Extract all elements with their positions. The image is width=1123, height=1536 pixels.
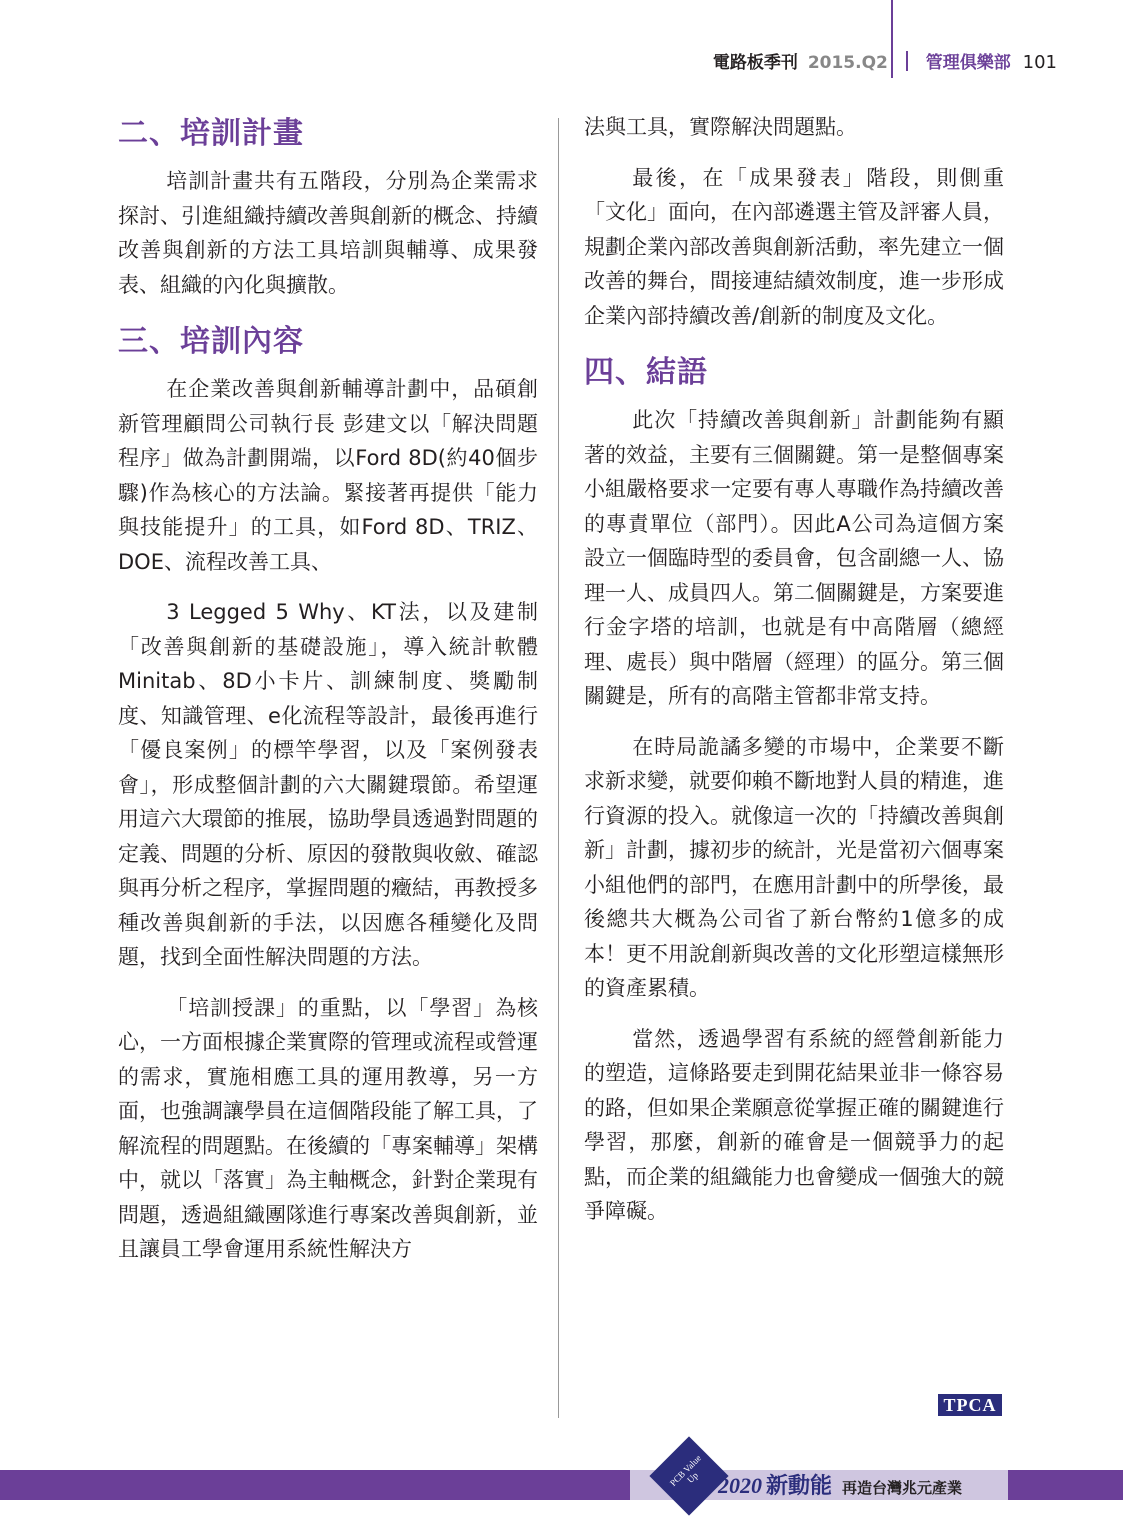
footer-year: 2020 <box>718 1473 762 1498</box>
heading-training-plan: 二、培訓計畫 <box>118 116 304 151</box>
heading-conclusion: 四、結語 <box>584 355 708 390</box>
right-column <box>584 110 1004 1245</box>
heading-training-content: 三、培訓內容 <box>118 324 304 359</box>
page-number: 101 <box>1022 52 1057 73</box>
left-column <box>118 110 538 1283</box>
paragraph-content-2: 3 Legged 5 Why、KT法，以及建制「改善與創新的基礎設施」，導入統計軟體 Minitab、8D小卡片、訓練制度、獎勵制度、知識管理、e化流程等設計，最後再進行「優良案例」的標竿學習，以及「案例發表會」，形成整個計劃的六大關鍵環節。希望運用這六大環節的推展，協助學員透過對問題的定義、問題的分析、原因的發散與收斂、確認與再分析之程序，掌握問題的癥結，再教授多種改善與創新的手法，以因應各種變化及問題，找到全面性解決問題的方法。 <box>118 600 538 969</box>
tpca-logo: TPCA <box>938 1394 1002 1416</box>
paragraph-conclusion-1: 此次「持續改善與創新」計劃能夠有顯著的效益，主要有三個關鍵。第一是整個專案小組嚴格要求一定要有專人專職作為持續改善的專責單位（部門）。因此A公司為這個方案設立一個臨時型的委員會，包含副總一人、協理一人、成員四人。第二個關鍵是，方案要進行金字塔的培訓，也就是有中高階層（總經理、處長）與中階層（經理）的區分。第三個關鍵是，所有的高階主管都非常支持。 <box>584 408 1004 708</box>
paragraph-continued: 法與工具，實際解決問題點。 <box>584 115 857 139</box>
column-divider <box>558 118 559 1418</box>
paragraph-content-1: 在企業改善與創新輔導計劃中，品碩創新管理顧問公司執行長 彭建文以「解決問題程序」做為計劃開端，以Ford 8D(約40個步驟)作為核心的方法論。緊接著再提供「能力與技能提升」的工具，如Ford 8D、TRIZ、DOE、流程改善工具、 <box>118 377 538 574</box>
running-header <box>713 48 1057 73</box>
paragraph-conclusion-3: 當然，透過學習有系統的經營創新能力的塑造，這條路要走到開花結果並非一條容易的路，但如果企業願意從掌握正確的關鍵進行學習，那麼，創新的確會是一個競爭力的起點，而企業的組織能力也會變成一個強大的競爭障礙。 <box>584 1026 1004 1223</box>
paragraph-content-3: 「培訓授課」的重點，以「學習」為核心，一方面根據企業實際的管理或流程或營運的需求，實施相應工具的運用教導，另一方面，也強調讓學員在這個階段能了解工具，了解流程的問題點。在後續的「專案輔導」架構中，就以「落實」為主軸概念，針對企業現有問題，透過組織團隊進行專案改善與創新，並且讓員工學會運用系統性解決方 <box>118 995 538 1261</box>
header-separator <box>906 51 908 71</box>
paragraph-conclusion-2: 在時局詭譎多變的市場中，企業要不斷求新求變，就要仰賴不斷地對人員的精進，進行資源的投入。就像這一次的「持續改善與創新」計劃，據初步的統計，光是當初六個專案小組他們的部門，在應用計劃中的所學後，最後總共大概為公司省了新台幣約1億多的成本！更不用說創新與改善的文化形塑這樣無形的資產累積。 <box>584 734 1004 1000</box>
paragraph-training-plan: 培訓計畫共有五階段，分別為企業需求探討、引進組織持續改善與創新的概念、持續改善與創新的方法工具培訓與輔導、成果發表、組織的內化與擴散。 <box>118 169 538 297</box>
section-name: 管理俱樂部 <box>925 53 1011 73</box>
issue-number: 2015.Q2 <box>807 53 888 73</box>
footer-slogan <box>718 1471 962 1501</box>
footer-title: 新動能 <box>766 1474 833 1499</box>
footer-subtitle: 再造台灣兆元產業 <box>842 1479 963 1497</box>
magazine-name: 電路板季刊 <box>712 53 798 73</box>
paragraph-final-stage: 最後，在「成果發表」階段，則側重「文化」面向，在內部遴選主管及評審人員，規劃企業內部改善與創新活動，率先建立一個改善的舞台，間接連結績效制度，進一步形成企業內部持續改善/創新的制度及文化。 <box>584 165 1004 328</box>
badge-text: PCB Value Up <box>667 1452 703 1488</box>
